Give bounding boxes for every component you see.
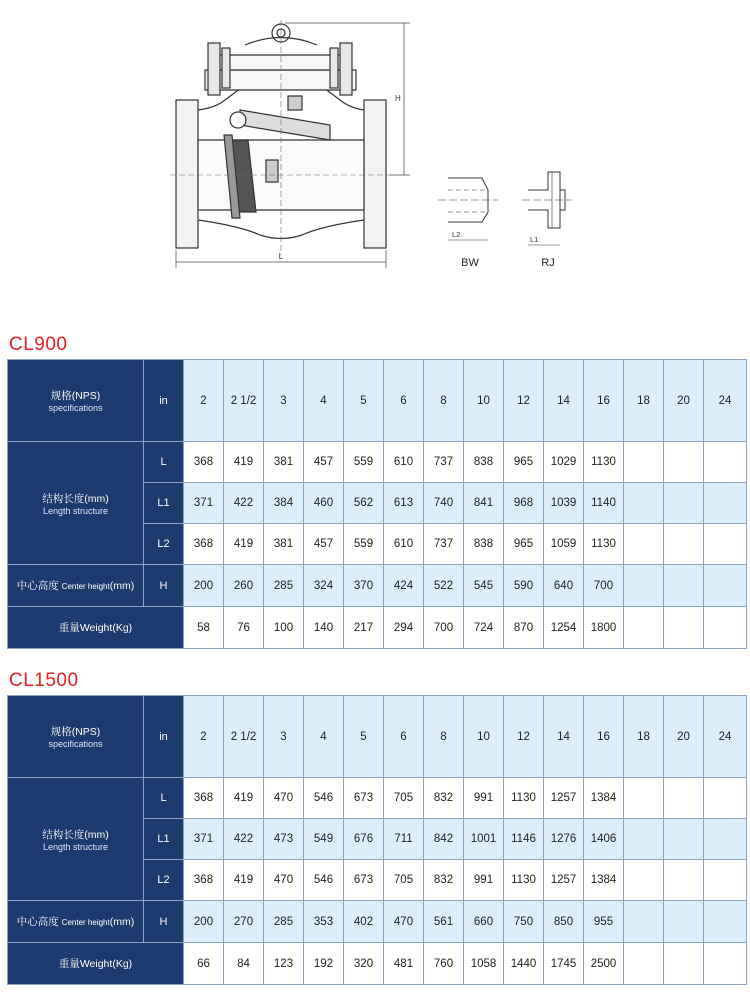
size-cell: 12 (504, 696, 544, 778)
size-cell: 18 (624, 696, 664, 778)
size-cell: 20 (664, 696, 704, 778)
L2-label: L2 (144, 524, 184, 565)
value-cell: 368 (184, 442, 224, 483)
value-cell (624, 607, 664, 649)
cl900-title: CL900 (9, 334, 68, 355)
size-cell: 16 (584, 696, 624, 778)
value-cell: 1384 (584, 778, 624, 819)
value-cell (704, 565, 747, 607)
size-cell: 5 (344, 360, 384, 442)
value-cell: 381 (264, 442, 304, 483)
value-cell (664, 442, 704, 483)
value-cell: 991 (464, 860, 504, 901)
value-cell: 760 (424, 943, 464, 985)
value-cell (664, 483, 704, 524)
value-cell: 470 (264, 860, 304, 901)
value-cell: 324 (304, 565, 344, 607)
value-cell: 460 (304, 483, 344, 524)
value-cell: 76 (224, 607, 264, 649)
value-cell: 613 (384, 483, 424, 524)
value-cell (704, 860, 747, 901)
value-cell: 842 (424, 819, 464, 860)
value-cell: 965 (504, 524, 544, 565)
row-H (8, 901, 747, 943)
value-cell (624, 442, 664, 483)
value-cell: 991 (464, 778, 504, 819)
value-cell: 473 (264, 819, 304, 860)
row-H (8, 565, 747, 607)
value-cell: 546 (304, 778, 344, 819)
value-cell: 457 (304, 524, 344, 565)
value-cell: 700 (424, 607, 464, 649)
dim-L1-label: L1 (530, 235, 539, 244)
value-cell: 424 (384, 565, 424, 607)
value-cell: 192 (304, 943, 344, 985)
value-cell (624, 483, 664, 524)
L1-label: L1 (144, 819, 184, 860)
dim-L2-label: L2 (452, 230, 461, 239)
value-cell: 422 (224, 819, 264, 860)
L-label: L (144, 778, 184, 819)
value-cell: 353 (304, 901, 344, 943)
size-cell: 2 1/2 (224, 696, 264, 778)
value-cell: 481 (384, 943, 424, 985)
size-cell: 4 (304, 360, 344, 442)
value-cell: 100 (264, 607, 304, 649)
value-cell: 724 (464, 607, 504, 649)
value-cell (664, 778, 704, 819)
value-cell: 850 (544, 901, 584, 943)
value-cell: 750 (504, 901, 544, 943)
value-cell: 737 (424, 442, 464, 483)
value-cell: 368 (184, 524, 224, 565)
value-cell: 470 (264, 778, 304, 819)
value-cell: 285 (264, 901, 304, 943)
value-cell: 270 (224, 901, 264, 943)
value-cell: 838 (464, 442, 504, 483)
value-cell: 660 (464, 901, 504, 943)
value-cell: 1276 (544, 819, 584, 860)
spec-header: 规格(NPS) specifications (8, 696, 144, 778)
spec-header: 规格(NPS) specifications (8, 360, 144, 442)
right-flange (364, 100, 386, 248)
value-cell: 832 (424, 778, 464, 819)
value-cell: 832 (424, 860, 464, 901)
size-cell: 24 (704, 696, 747, 778)
value-cell: 700 (584, 565, 624, 607)
value-cell: 217 (344, 607, 384, 649)
value-cell (704, 607, 747, 649)
value-cell: 673 (344, 778, 384, 819)
value-cell: 285 (264, 565, 304, 607)
value-cell (704, 943, 747, 985)
value-cell: 294 (384, 607, 424, 649)
size-cell: 4 (304, 696, 344, 778)
value-cell: 841 (464, 483, 504, 524)
value-cell (664, 860, 704, 901)
value-cell (664, 943, 704, 985)
value-cell: 640 (544, 565, 584, 607)
value-cell: 1146 (504, 819, 544, 860)
in-header: in (144, 696, 184, 778)
value-cell: 610 (384, 442, 424, 483)
value-cell: 965 (504, 442, 544, 483)
size-cell: 5 (344, 696, 384, 778)
row-weight (8, 943, 747, 985)
value-cell: 200 (184, 901, 224, 943)
value-cell: 590 (504, 565, 544, 607)
value-cell: 1130 (584, 442, 624, 483)
size-cell: 6 (384, 696, 424, 778)
H-label: H (144, 565, 184, 607)
value-cell: 1130 (504, 778, 544, 819)
size-row (8, 360, 747, 442)
L-label: L (144, 442, 184, 483)
value-cell: 1257 (544, 860, 584, 901)
row-weight (8, 607, 747, 649)
value-cell (704, 442, 747, 483)
value-cell: 545 (464, 565, 504, 607)
value-cell: 1001 (464, 819, 504, 860)
value-cell: 1440 (504, 943, 544, 985)
center-height-header: 中心高度 Center height(mm) (8, 565, 144, 607)
value-cell: 66 (184, 943, 224, 985)
dim-H-label: H (395, 94, 401, 103)
value-cell: 740 (424, 483, 464, 524)
value-cell: 419 (224, 442, 264, 483)
value-cell: 1800 (584, 607, 624, 649)
value-cell: 371 (184, 483, 224, 524)
bw-label: BW (461, 257, 479, 269)
value-cell: 561 (424, 901, 464, 943)
value-cell: 402 (344, 901, 384, 943)
value-cell: 84 (224, 943, 264, 985)
value-cell (624, 565, 664, 607)
cl1500-table (7, 695, 747, 985)
value-cell: 123 (264, 943, 304, 985)
value-cell: 562 (344, 483, 384, 524)
size-cell: 8 (424, 696, 464, 778)
size-cell: 2 1/2 (224, 360, 264, 442)
size-cell: 24 (704, 360, 747, 442)
value-cell: 838 (464, 524, 504, 565)
length-header: 结构长度(mm) Length structure (8, 442, 144, 565)
value-cell (624, 943, 664, 985)
value-cell: 676 (344, 819, 384, 860)
value-cell: 419 (224, 524, 264, 565)
row-L (8, 778, 747, 819)
center-height-header: 中心高度 Center height(mm) (8, 901, 144, 943)
value-cell: 422 (224, 483, 264, 524)
rj-label: RJ (541, 257, 555, 269)
value-cell: 1029 (544, 442, 584, 483)
value-cell: 457 (304, 442, 344, 483)
bw-end-detail (438, 178, 498, 240)
dim-L-label: L (278, 252, 284, 261)
size-cell: 3 (264, 360, 304, 442)
value-cell: 260 (224, 565, 264, 607)
size-cell: 8 (424, 360, 464, 442)
value-cell: 368 (184, 778, 224, 819)
value-cell: 320 (344, 943, 384, 985)
value-cell: 1130 (584, 524, 624, 565)
size-cell: 20 (664, 360, 704, 442)
cl1500-title: CL1500 (9, 670, 79, 691)
value-cell (624, 860, 664, 901)
value-cell: 419 (224, 860, 264, 901)
L1-label: L1 (144, 483, 184, 524)
value-cell: 1745 (544, 943, 584, 985)
value-cell (664, 524, 704, 565)
value-cell: 559 (344, 524, 384, 565)
size-cell: 14 (544, 696, 584, 778)
valve-drawing (0, 0, 750, 290)
value-cell: 673 (344, 860, 384, 901)
value-cell: 1130 (504, 860, 544, 901)
value-cell (664, 901, 704, 943)
value-cell: 1058 (464, 943, 504, 985)
value-cell: 370 (344, 565, 384, 607)
value-cell (704, 901, 747, 943)
value-cell (624, 524, 664, 565)
value-cell: 610 (384, 524, 424, 565)
value-cell: 711 (384, 819, 424, 860)
value-cell: 737 (424, 524, 464, 565)
size-row (8, 696, 747, 778)
size-cell: 6 (384, 360, 424, 442)
value-cell (624, 901, 664, 943)
value-cell: 1140 (584, 483, 624, 524)
weight-header: 重量Weight(Kg) (8, 607, 184, 649)
size-cell: 10 (464, 360, 504, 442)
value-cell (704, 819, 747, 860)
value-cell (624, 819, 664, 860)
value-cell: 368 (184, 860, 224, 901)
value-cell: 546 (304, 860, 344, 901)
value-cell (624, 778, 664, 819)
row-L (8, 442, 747, 483)
value-cell: 2500 (584, 943, 624, 985)
size-cell: 18 (624, 360, 664, 442)
value-cell (704, 483, 747, 524)
value-cell: 1039 (544, 483, 584, 524)
value-cell: 381 (264, 524, 304, 565)
value-cell: 870 (504, 607, 544, 649)
in-header: in (144, 360, 184, 442)
value-cell: 1254 (544, 607, 584, 649)
value-cell: 140 (304, 607, 344, 649)
L2-label: L2 (144, 860, 184, 901)
size-cell: 14 (544, 360, 584, 442)
value-cell: 200 (184, 565, 224, 607)
value-cell: 1059 (544, 524, 584, 565)
value-cell: 470 (384, 901, 424, 943)
value-cell: 384 (264, 483, 304, 524)
value-cell (664, 819, 704, 860)
value-cell: 559 (344, 442, 384, 483)
size-cell: 2 (184, 360, 224, 442)
value-cell: 705 (384, 860, 424, 901)
value-cell (664, 565, 704, 607)
length-header: 结构长度(mm) Length structure (8, 778, 144, 901)
size-cell: 3 (264, 696, 304, 778)
H-label: H (144, 901, 184, 943)
value-cell: 1257 (544, 778, 584, 819)
value-cell: 968 (504, 483, 544, 524)
value-cell: 419 (224, 778, 264, 819)
value-cell: 58 (184, 607, 224, 649)
value-cell: 522 (424, 565, 464, 607)
size-cell: 10 (464, 696, 504, 778)
size-cell: 12 (504, 360, 544, 442)
value-cell: 705 (384, 778, 424, 819)
value-cell: 1384 (584, 860, 624, 901)
left-flange (176, 100, 198, 248)
size-cell: 2 (184, 696, 224, 778)
value-cell (664, 607, 704, 649)
value-cell: 955 (584, 901, 624, 943)
weight-header: 重量Weight(Kg) (8, 943, 184, 985)
value-cell (704, 778, 747, 819)
value-cell: 1406 (584, 819, 624, 860)
size-cell: 16 (584, 360, 624, 442)
value-cell: 549 (304, 819, 344, 860)
cl900-table (7, 359, 747, 649)
value-cell: 371 (184, 819, 224, 860)
value-cell (704, 524, 747, 565)
